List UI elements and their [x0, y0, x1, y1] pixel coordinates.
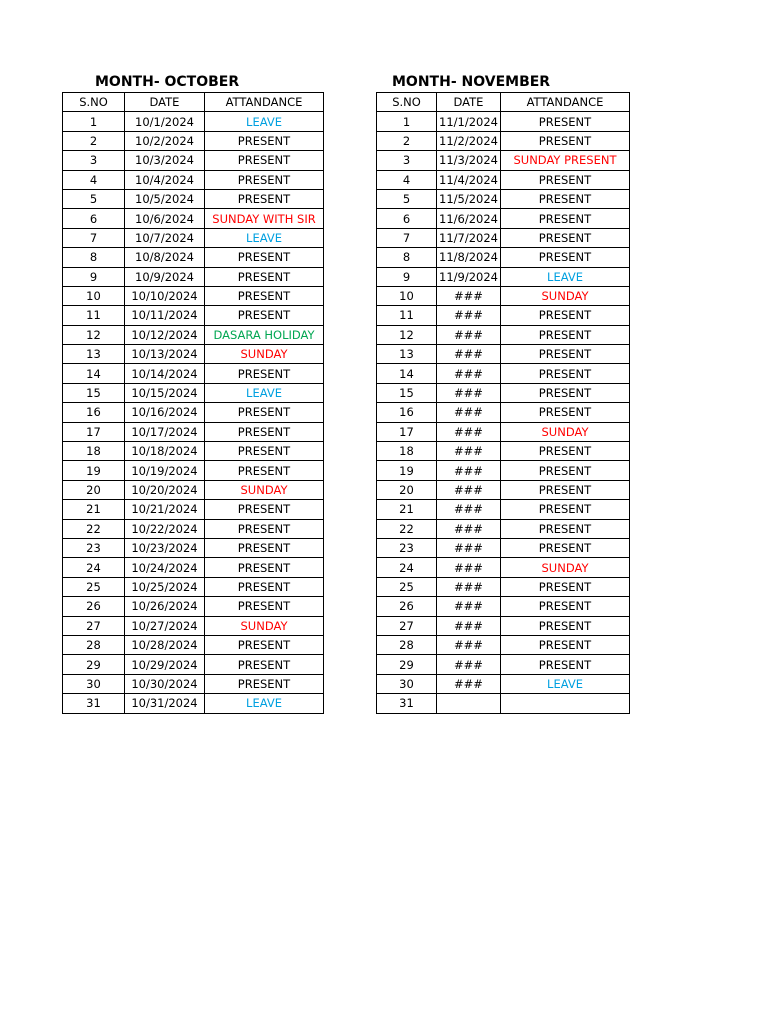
table-row [377, 248, 630, 267]
attendance-status-cell: LEAVE [205, 112, 324, 131]
table-row [63, 674, 324, 693]
attendance-status-cell: PRESENT [501, 248, 630, 267]
table-header-row [63, 93, 324, 112]
table-row [377, 538, 630, 557]
table-row [63, 480, 324, 499]
table-row [63, 635, 324, 654]
table-row [377, 442, 630, 461]
sno-cell: 2 [377, 131, 437, 150]
table-row [377, 403, 630, 422]
table-row [63, 151, 324, 170]
sno-cell: 21 [63, 500, 125, 519]
attendance-status-cell: PRESENT [501, 480, 630, 499]
sno-cell: 6 [377, 209, 437, 228]
attendance-status-cell: SUNDAY WITH SIR [205, 209, 324, 228]
table-row [377, 635, 630, 654]
date-cell: ### [437, 461, 501, 480]
sno-cell: 4 [63, 170, 125, 189]
sno-cell: 29 [63, 655, 125, 674]
attendance-status-cell: SUNDAY [501, 422, 630, 441]
sno-cell: 6 [63, 209, 125, 228]
sno-header: S.NO [63, 93, 125, 112]
sno-cell: 29 [377, 655, 437, 674]
table-row [377, 267, 630, 286]
date-cell: 10/1/2024 [125, 112, 205, 131]
attendance-status-cell: PRESENT [501, 655, 630, 674]
attendance-status-cell: PRESENT [501, 112, 630, 131]
sno-cell: 18 [63, 442, 125, 461]
attendance-status-cell: PRESENT [501, 189, 630, 208]
date-cell: 10/19/2024 [125, 461, 205, 480]
attendance-status-cell: PRESENT [501, 616, 630, 635]
attendance-status-cell: PRESENT [205, 248, 324, 267]
date-cell [437, 694, 501, 713]
attendance-status-cell: PRESENT [501, 500, 630, 519]
sno-cell: 10 [377, 286, 437, 305]
attendance-status-cell: PRESENT [205, 577, 324, 596]
sno-cell: 1 [63, 112, 125, 131]
table-row [377, 500, 630, 519]
sno-cell: 11 [377, 306, 437, 325]
attendance-header: ATTANDANCE [501, 93, 630, 112]
date-cell: 10/31/2024 [125, 694, 205, 713]
table-row [377, 674, 630, 693]
sno-cell: 25 [63, 577, 125, 596]
date-cell: 10/27/2024 [125, 616, 205, 635]
sno-cell: 15 [63, 383, 125, 402]
sno-cell: 22 [63, 519, 125, 538]
date-cell: 10/24/2024 [125, 558, 205, 577]
table-row [63, 228, 324, 247]
date-cell: 10/8/2024 [125, 248, 205, 267]
attendance-status-cell: PRESENT [501, 538, 630, 557]
table-row [377, 461, 630, 480]
attendance-status-cell: PRESENT [205, 306, 324, 325]
attendance-status-cell: PRESENT [501, 403, 630, 422]
sno-cell: 17 [377, 422, 437, 441]
table-row [377, 422, 630, 441]
table-row [377, 112, 630, 131]
attendance-status-cell: PRESENT [501, 442, 630, 461]
sno-cell: 9 [377, 267, 437, 286]
sno-cell: 31 [63, 694, 125, 713]
date-cell: ### [437, 674, 501, 693]
date-cell: ### [437, 558, 501, 577]
table-row [63, 267, 324, 286]
date-cell: ### [437, 383, 501, 402]
date-cell: 11/4/2024 [437, 170, 501, 189]
attendance-status-cell: PRESENT [501, 170, 630, 189]
date-cell: 10/30/2024 [125, 674, 205, 693]
october-sheet [62, 72, 324, 714]
table-row [63, 616, 324, 635]
date-cell: 11/5/2024 [437, 189, 501, 208]
sno-cell: 26 [63, 597, 125, 616]
table-row [63, 655, 324, 674]
date-cell: ### [437, 655, 501, 674]
sno-cell: 13 [377, 345, 437, 364]
table-row [63, 248, 324, 267]
sno-cell: 14 [377, 364, 437, 383]
sno-cell: 30 [63, 674, 125, 693]
table-row [377, 655, 630, 674]
sno-cell: 8 [63, 248, 125, 267]
date-cell: 10/12/2024 [125, 325, 205, 344]
table-row [63, 131, 324, 150]
date-cell: 10/7/2024 [125, 228, 205, 247]
table-row [63, 519, 324, 538]
sno-cell: 2 [63, 131, 125, 150]
date-cell: 10/20/2024 [125, 480, 205, 499]
attendance-status-cell: PRESENT [205, 364, 324, 383]
date-cell: 10/13/2024 [125, 345, 205, 364]
table-row [63, 461, 324, 480]
date-cell: 11/8/2024 [437, 248, 501, 267]
table-row [63, 442, 324, 461]
sno-cell: 11 [63, 306, 125, 325]
sno-cell: 23 [377, 538, 437, 557]
date-cell: ### [437, 422, 501, 441]
attendance-status-cell: SUNDAY PRESENT [501, 151, 630, 170]
sno-cell: 20 [377, 480, 437, 499]
november-sheet [376, 72, 630, 714]
attendance-status-cell: PRESENT [501, 131, 630, 150]
date-cell: ### [437, 286, 501, 305]
sno-cell: 12 [63, 325, 125, 344]
attendance-status-cell [501, 694, 630, 713]
date-cell: 10/21/2024 [125, 500, 205, 519]
date-cell: ### [437, 442, 501, 461]
table-row [63, 383, 324, 402]
attendance-status-cell: SUNDAY [501, 286, 630, 305]
attendance-status-cell: PRESENT [205, 286, 324, 305]
date-cell: 10/3/2024 [125, 151, 205, 170]
table-row [63, 170, 324, 189]
table-row [63, 694, 324, 713]
attendance-status-cell: PRESENT [205, 422, 324, 441]
date-cell: 10/18/2024 [125, 442, 205, 461]
sno-cell: 7 [377, 228, 437, 247]
attendance-status-cell: PRESENT [501, 383, 630, 402]
attendance-status-cell: PRESENT [205, 151, 324, 170]
table-row [377, 597, 630, 616]
table-row [63, 345, 324, 364]
attendance-status-cell: PRESENT [205, 403, 324, 422]
attendance-status-cell: DASARA HOLIDAY [205, 325, 324, 344]
table-row [377, 383, 630, 402]
attendance-status-cell: PRESENT [501, 209, 630, 228]
table-row [63, 189, 324, 208]
table-row [377, 480, 630, 499]
attendance-status-cell: PRESENT [501, 519, 630, 538]
table-header-row [377, 93, 630, 112]
date-cell: 10/26/2024 [125, 597, 205, 616]
attendance-status-cell: PRESENT [205, 461, 324, 480]
attendance-status-cell: PRESENT [501, 461, 630, 480]
attendance-status-cell: SUNDAY [501, 558, 630, 577]
sno-cell: 26 [377, 597, 437, 616]
sno-cell: 8 [377, 248, 437, 267]
date-cell: ### [437, 519, 501, 538]
date-cell: ### [437, 500, 501, 519]
date-cell: ### [437, 480, 501, 499]
table-row [63, 306, 324, 325]
table-row [63, 364, 324, 383]
attendance-status-cell: PRESENT [205, 189, 324, 208]
sno-cell: 22 [377, 519, 437, 538]
table-row [63, 538, 324, 557]
table-row [63, 286, 324, 305]
date-cell: 11/1/2024 [437, 112, 501, 131]
sno-cell: 13 [63, 345, 125, 364]
sno-cell: 9 [63, 267, 125, 286]
table-row [377, 306, 630, 325]
sno-cell: 16 [377, 403, 437, 422]
date-cell: 10/9/2024 [125, 267, 205, 286]
sno-cell: 27 [63, 616, 125, 635]
table-row [377, 286, 630, 305]
sno-header: S.NO [377, 93, 437, 112]
date-cell: 10/2/2024 [125, 131, 205, 150]
date-cell: 10/4/2024 [125, 170, 205, 189]
date-header: DATE [437, 93, 501, 112]
table-row [63, 112, 324, 131]
attendance-status-cell: PRESENT [205, 655, 324, 674]
table-row [377, 694, 630, 713]
date-cell: 10/10/2024 [125, 286, 205, 305]
sno-cell: 28 [63, 635, 125, 654]
sno-cell: 30 [377, 674, 437, 693]
sno-cell: 19 [63, 461, 125, 480]
date-cell: 10/15/2024 [125, 383, 205, 402]
table-row [63, 209, 324, 228]
table-row [63, 325, 324, 344]
attendance-status-cell: LEAVE [205, 228, 324, 247]
date-cell: ### [437, 538, 501, 557]
date-cell: 10/23/2024 [125, 538, 205, 557]
attendance-status-cell: PRESENT [501, 597, 630, 616]
sno-cell: 23 [63, 538, 125, 557]
attendance-status-cell: PRESENT [501, 345, 630, 364]
table-row [377, 558, 630, 577]
sno-cell: 5 [63, 189, 125, 208]
attendance-status-cell: SUNDAY [205, 616, 324, 635]
date-cell: ### [437, 597, 501, 616]
november-rows [377, 112, 630, 713]
attendance-status-cell: PRESENT [501, 306, 630, 325]
attendance-status-cell: PRESENT [205, 519, 324, 538]
attendance-status-cell: SUNDAY [205, 480, 324, 499]
attendance-status-cell: PRESENT [205, 500, 324, 519]
sno-cell: 27 [377, 616, 437, 635]
sno-cell: 7 [63, 228, 125, 247]
november-title: MONTH- NOVEMBER [392, 74, 551, 90]
table-row [377, 616, 630, 635]
date-cell: ### [437, 616, 501, 635]
table-row [377, 189, 630, 208]
table-row [377, 325, 630, 344]
attendance-status-cell: PRESENT [205, 558, 324, 577]
attendance-status-cell: LEAVE [501, 674, 630, 693]
sno-cell: 14 [63, 364, 125, 383]
november-attendance-table [376, 92, 630, 714]
sno-cell: 25 [377, 577, 437, 596]
sno-cell: 19 [377, 461, 437, 480]
date-cell: 11/9/2024 [437, 267, 501, 286]
table-row [63, 422, 324, 441]
date-cell: ### [437, 364, 501, 383]
table-row [63, 403, 324, 422]
attendance-status-cell: PRESENT [205, 597, 324, 616]
date-cell: 11/3/2024 [437, 151, 501, 170]
date-cell: ### [437, 325, 501, 344]
attendance-status-cell: PRESENT [501, 577, 630, 596]
attendance-status-cell: PRESENT [501, 364, 630, 383]
table-row [63, 558, 324, 577]
october-rows [63, 112, 324, 713]
sno-cell: 28 [377, 635, 437, 654]
table-row [377, 131, 630, 150]
sno-cell: 24 [377, 558, 437, 577]
sno-cell: 4 [377, 170, 437, 189]
table-row [377, 519, 630, 538]
sno-cell: 1 [377, 112, 437, 131]
date-cell: 10/16/2024 [125, 403, 205, 422]
sno-cell: 24 [63, 558, 125, 577]
attendance-status-cell: SUNDAY [205, 345, 324, 364]
sno-cell: 12 [377, 325, 437, 344]
date-cell: 10/22/2024 [125, 519, 205, 538]
sno-cell: 16 [63, 403, 125, 422]
sno-cell: 18 [377, 442, 437, 461]
table-row [377, 345, 630, 364]
attendance-status-cell: PRESENT [205, 267, 324, 286]
date-cell: 10/25/2024 [125, 577, 205, 596]
sno-cell: 21 [377, 500, 437, 519]
attendance-status-cell: PRESENT [205, 635, 324, 654]
date-cell: 11/7/2024 [437, 228, 501, 247]
date-cell: ### [437, 345, 501, 364]
sno-cell: 15 [377, 383, 437, 402]
sno-cell: 31 [377, 694, 437, 713]
sno-cell: 10 [63, 286, 125, 305]
date-cell: 11/2/2024 [437, 131, 501, 150]
attendance-status-cell: PRESENT [501, 325, 630, 344]
sno-cell: 5 [377, 189, 437, 208]
date-cell: ### [437, 403, 501, 422]
attendance-header: ATTANDANCE [205, 93, 324, 112]
attendance-status-cell: LEAVE [205, 383, 324, 402]
table-row [377, 170, 630, 189]
attendance-status-cell: PRESENT [205, 442, 324, 461]
date-cell: 10/29/2024 [125, 655, 205, 674]
attendance-status-cell: PRESENT [501, 228, 630, 247]
table-row [63, 597, 324, 616]
date-cell: 10/11/2024 [125, 306, 205, 325]
table-row [377, 364, 630, 383]
date-cell: 10/17/2024 [125, 422, 205, 441]
date-cell: ### [437, 306, 501, 325]
table-row [63, 500, 324, 519]
table-row [377, 577, 630, 596]
sno-cell: 20 [63, 480, 125, 499]
attendance-status-cell: PRESENT [205, 170, 324, 189]
attendance-status-cell: PRESENT [205, 538, 324, 557]
table-row [377, 209, 630, 228]
attendance-status-cell: LEAVE [501, 267, 630, 286]
table-row [377, 151, 630, 170]
october-title: MONTH- OCTOBER [95, 74, 240, 90]
date-cell: 10/5/2024 [125, 189, 205, 208]
sno-cell: 17 [63, 422, 125, 441]
date-cell: ### [437, 577, 501, 596]
sno-cell: 3 [63, 151, 125, 170]
attendance-status-cell: PRESENT [205, 131, 324, 150]
attendance-status-cell: PRESENT [501, 635, 630, 654]
date-cell: 10/6/2024 [125, 209, 205, 228]
date-cell: 11/6/2024 [437, 209, 501, 228]
date-header: DATE [125, 93, 205, 112]
sno-cell: 3 [377, 151, 437, 170]
table-row [377, 228, 630, 247]
table-row [63, 577, 324, 596]
attendance-status-cell: PRESENT [205, 674, 324, 693]
date-cell: ### [437, 635, 501, 654]
attendance-status-cell: LEAVE [205, 694, 324, 713]
october-attendance-table [62, 92, 324, 714]
date-cell: 10/14/2024 [125, 364, 205, 383]
date-cell: 10/28/2024 [125, 635, 205, 654]
